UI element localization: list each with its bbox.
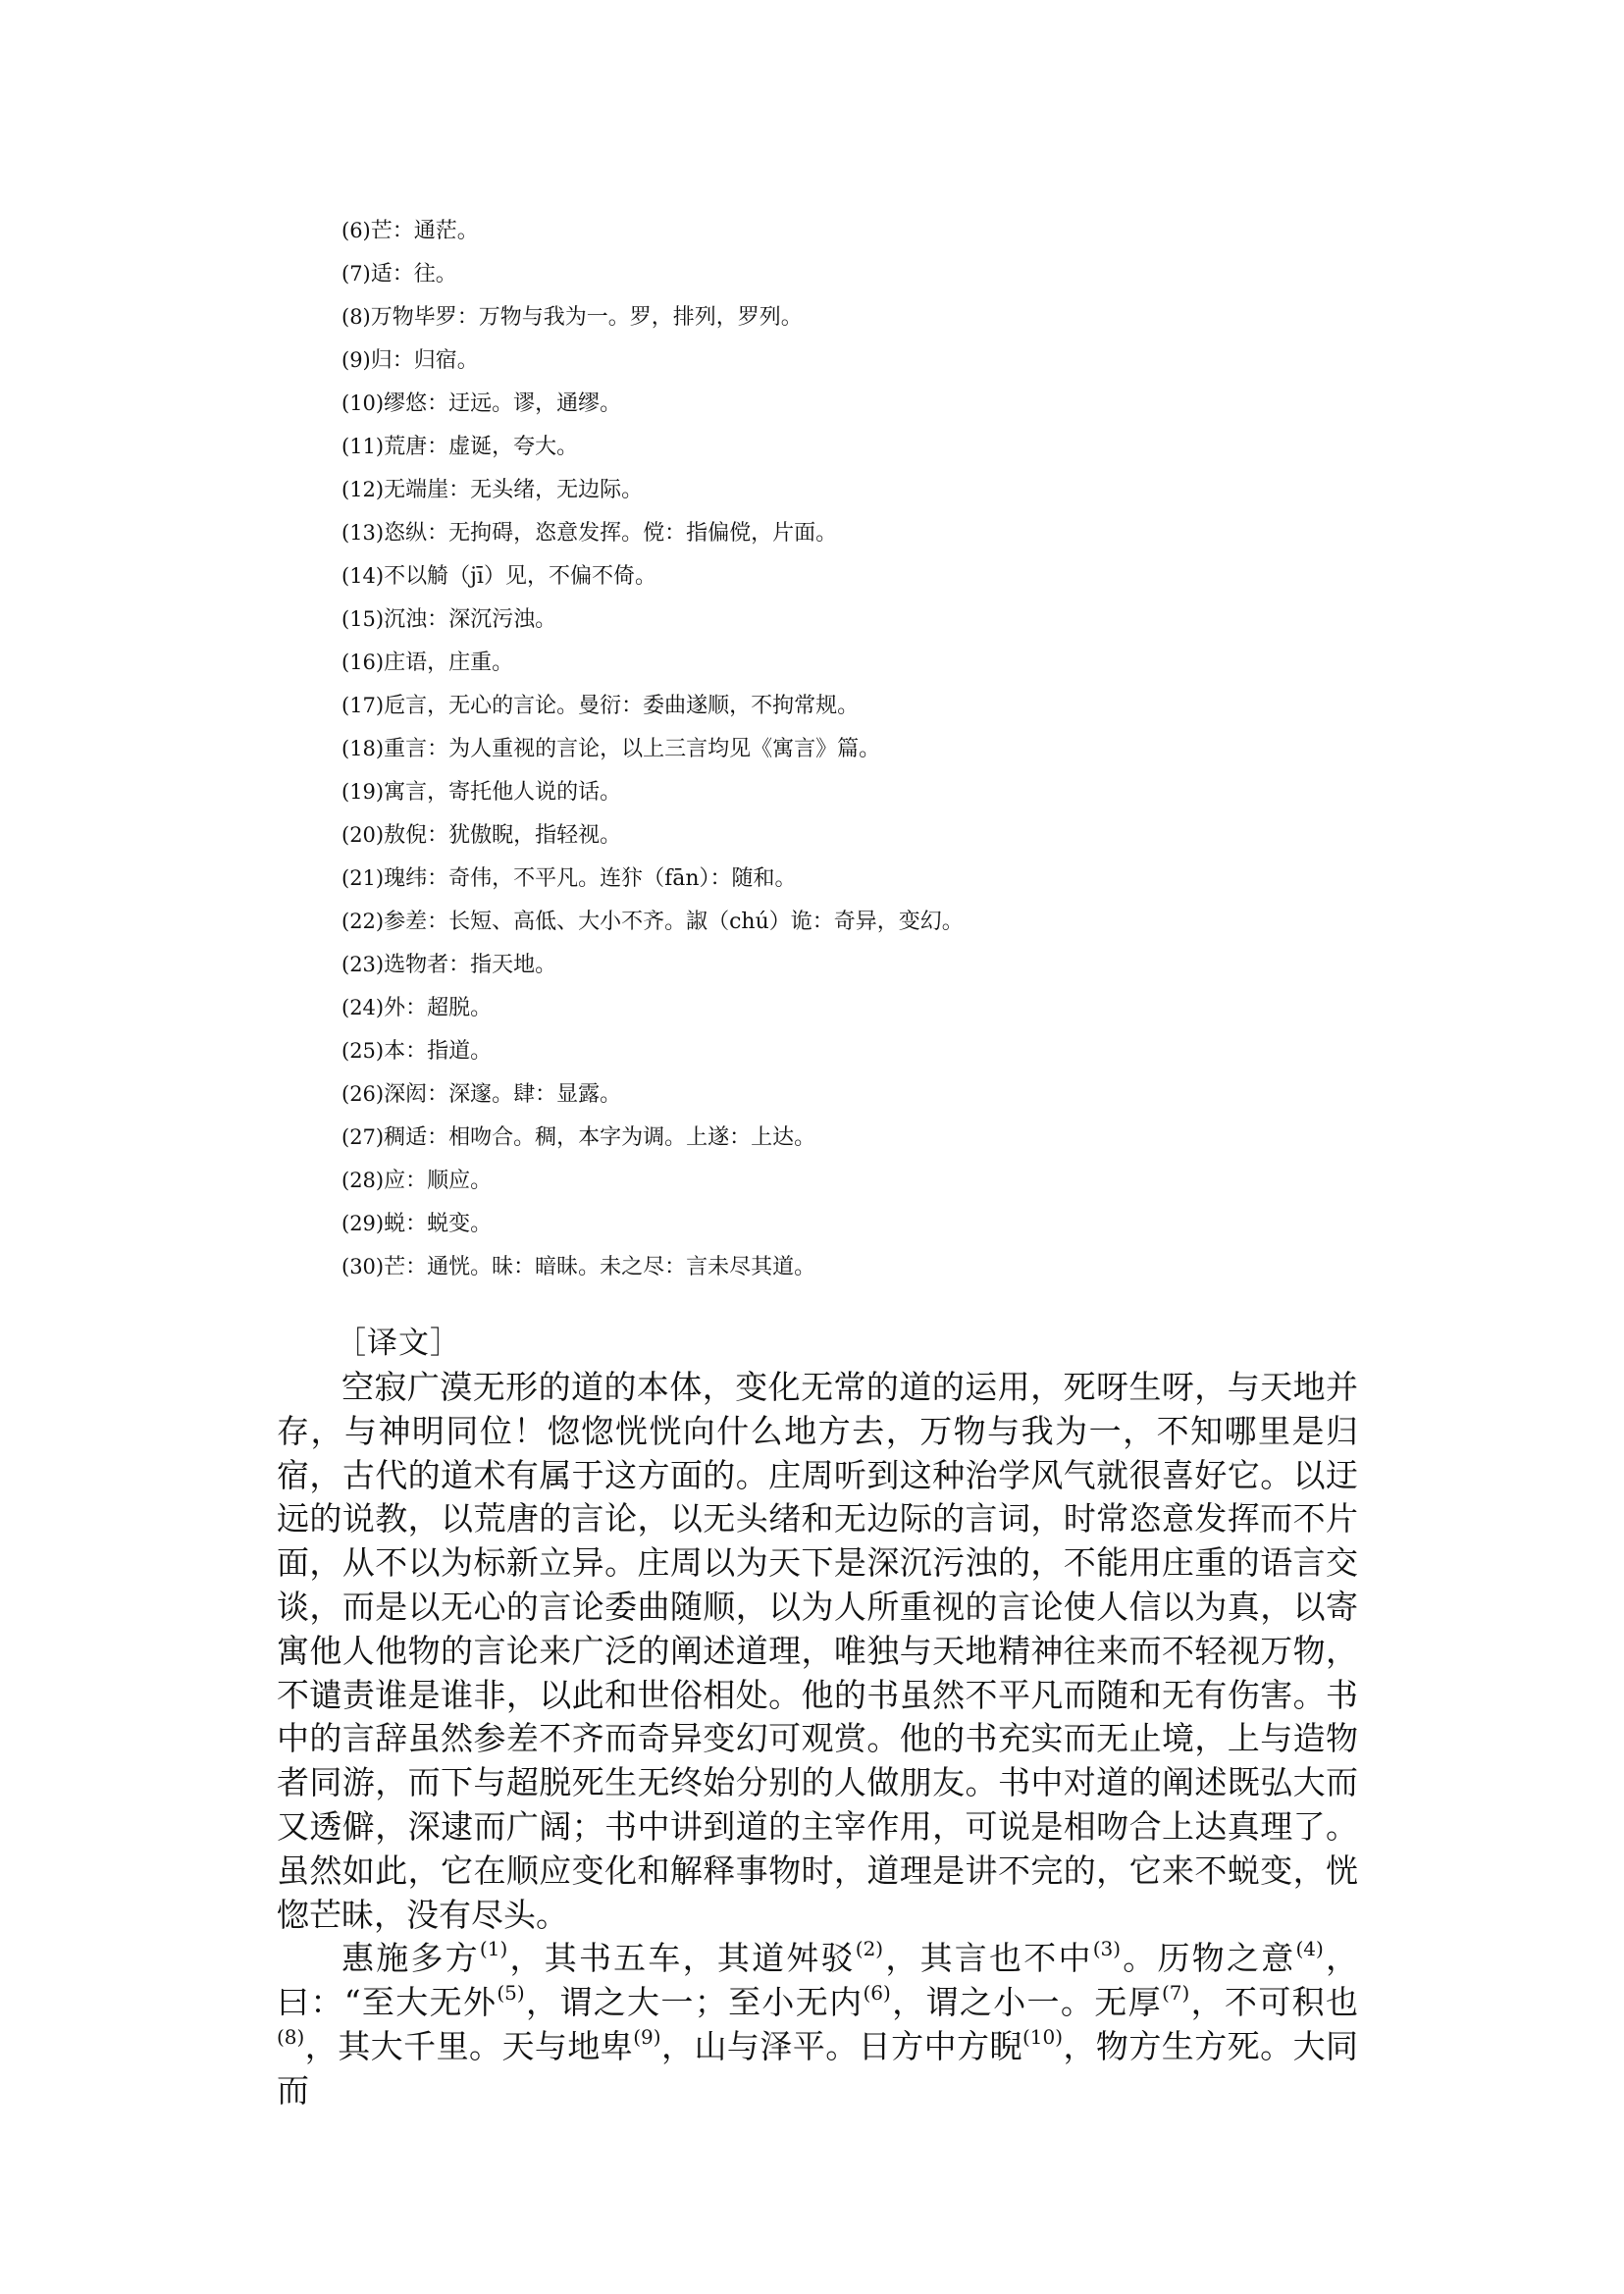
annotation-number: (20) [341, 823, 385, 847]
footnote-ref: (3) [1092, 1937, 1122, 1961]
annotation-item [341, 1159, 1421, 1202]
annotation-item [341, 727, 1421, 770]
annotation-item [341, 1116, 1421, 1159]
annotation-text: 应：顺应。 [384, 1169, 493, 1193]
annotation-text: 芒：通恍。昧：暗昧。未之尽：言未尽其道。 [384, 1255, 816, 1279]
annotation-number: (17) [341, 694, 385, 717]
annotation-text: 庄语，庄重。 [384, 651, 514, 675]
annotation-text: 适：往。 [370, 262, 457, 287]
annotation-item [341, 986, 1421, 1029]
text-segment: ，曰：“至大无外 [277, 1939, 1359, 2022]
annotation-text: 寓言，寄托他人说的话。 [384, 780, 622, 805]
annotation-number: (30) [341, 1255, 385, 1278]
annotation-number: (14) [341, 564, 385, 588]
footnote-ref: (6) [863, 1981, 891, 2006]
annotation-item [341, 857, 1421, 900]
annotation-text: 不以觭（jī）见，不偏不倚。 [384, 564, 656, 589]
annotation-number: (12) [341, 478, 385, 501]
text-segment: ，山与泽平。日方中方睨 [660, 2026, 1022, 2065]
annotation-text: 深闳：深邃。肆：显露。 [384, 1082, 622, 1107]
annotation-text: 芒：通茫。 [370, 219, 479, 243]
text-segment: ，其书五车，其道舛驳 [507, 1939, 856, 1978]
annotation-number: (22) [341, 910, 385, 933]
annotation-item [341, 1202, 1421, 1245]
annotation-text: 重言：为人重视的言论，以上三言均见《寓言》篇。 [384, 737, 881, 761]
annotation-number: (29) [341, 1212, 385, 1235]
annotation-item [341, 425, 1421, 468]
translation-heading: ［译文］ [336, 1326, 461, 1361]
annotation-item [341, 900, 1421, 943]
annotation-item [341, 598, 1421, 641]
annotation-text: 稠适：相吻合。稠，本字为调。上遂：上达。 [384, 1125, 816, 1150]
annotation-item [341, 252, 1421, 295]
main-text [277, 1366, 1358, 2113]
annotation-number: (6) [341, 219, 371, 242]
annotation-text: 蜕：蜕变。 [384, 1212, 493, 1236]
footnote-ref: (8) [277, 2024, 305, 2049]
annotation-number: (10) [341, 391, 385, 415]
annotation-item [341, 1245, 1421, 1288]
annotation-number: (26) [341, 1082, 385, 1106]
annotation-number: (18) [341, 737, 385, 760]
footnote-ref: (9) [633, 2024, 661, 2049]
annotation-number: (27) [341, 1125, 385, 1149]
annotation-text: 瑰纬：奇伟，不平凡。连犿（fān）：随和。 [384, 866, 797, 891]
annotation-number: (9) [341, 348, 371, 372]
footnote-ref: (5) [497, 1981, 525, 2006]
annotation-item [341, 641, 1421, 684]
text-segment: ，谓之大一；至小无内 [524, 1983, 864, 2022]
annotation-text: 万物毕罗：万物与我为一。罗，排列，罗列。 [370, 305, 803, 330]
text-segment: ，谓之小一。无厚 [890, 1983, 1162, 2022]
annotation-item [341, 339, 1421, 382]
text-segment: ，其言也不中 [883, 1939, 1093, 1978]
text-segment: ，物方生方死。大同而 [277, 2026, 1359, 2110]
text-segment: 。历物之意 [1121, 1939, 1296, 1978]
annotation-item [341, 684, 1421, 727]
text-segment: ，不可积也 [1189, 1983, 1359, 2022]
annotation-list [341, 209, 1421, 1288]
annotation-text: 卮言，无心的言论。曼衍：委曲遂顺，不拘常规。 [384, 694, 860, 718]
annotation-number: (21) [341, 866, 385, 890]
annotation-text: 敖倪：犹傲睨，指轻视。 [384, 823, 622, 848]
annotation-item [341, 1029, 1421, 1072]
annotation-item [341, 1072, 1421, 1116]
annotation-item [341, 554, 1421, 598]
footnote-ref: (10) [1022, 2024, 1063, 2049]
annotation-text: 参差：长短、高低、大小不齐。諔（chú）诡：奇异，变幻。 [384, 910, 964, 934]
annotation-text: 选物者：指天地。 [384, 953, 557, 977]
footnote-ref: (1) [479, 1937, 508, 1961]
annotation-item [341, 468, 1421, 511]
annotation-item [341, 770, 1421, 813]
annotation-number: (28) [341, 1169, 385, 1192]
annotation-item [341, 511, 1421, 554]
annotation-text: 本：指道。 [384, 1039, 493, 1064]
annotation-number: (25) [341, 1039, 385, 1063]
footnote-ref: (2) [855, 1937, 884, 1961]
annotation-text: 无端崖：无头绪，无边际。 [384, 478, 644, 502]
annotation-number: (7) [341, 262, 371, 286]
annotation-text: 沉浊：深沉污浊。 [384, 607, 557, 632]
annotation-text: 缪悠：迂远。谬，通缪。 [384, 391, 622, 416]
annotation-text: 荒唐：虚诞，夸大。 [384, 435, 579, 459]
annotation-item [341, 209, 1421, 252]
text-segment: ，其大千里。天与地卑 [304, 2026, 634, 2065]
annotation-text: 归：归宿。 [370, 348, 479, 373]
translation-paragraph: 空寂广漠无形的道的本体，变化无常的道的运用，死呀生呀，与天地并存，与神明同位！惚惚恍恍向什么地方去，万物与我为一，不知哪里是归宿，古代的道术有属于这方面的。庄周听到这种治学风气就很喜好它。以迂远的说教，以荒唐的言论，以无头绪和无边际的言词，时常恣意发挥而不片面，从不以为标新立异。庄周以为天下是深沉污浊的，不能用庄重的语言交谈，而是以无心的言论委曲随顺，以为人所重视的言论使人信以为真，以寄寓他人他物的言论来广泛的阐述道理，唯独与天地精神往来而不轻视万物，不谴责谁是谁非，以此和世俗相处。他的书虽然不平凡而随和无有伤害。书中的言辞虽然参差不齐而奇异变幻可观赏。他的书充实而无止境，上与造物者同游，而下与超脱死生无终始分别的人做朋友。书中对道的阐述既弘大而又透僻，深逮而广阔；书中讲到道的主宰作用，可说是相吻合上达真理了。虽然如此，它在顺应变化和解释事物时，道理是讲不完的，它来不蜕变，恍惚芒昧，没有尽头。 [277, 1368, 1358, 1934]
annotation-number: (8) [341, 305, 371, 329]
footnote-ref: (4) [1295, 1937, 1324, 1961]
original-text-paragraph [277, 1937, 1358, 2112]
annotation-number: (16) [341, 651, 385, 674]
annotation-item [341, 943, 1421, 986]
annotation-number: (15) [341, 607, 385, 631]
annotation-item [341, 813, 1421, 857]
annotation-number: (11) [341, 435, 385, 458]
annotation-item [341, 382, 1421, 425]
annotation-item [341, 295, 1421, 339]
annotation-number: (19) [341, 780, 385, 804]
text-segment: 惠施多方 [341, 1939, 480, 1978]
footnote-ref: (7) [1161, 1981, 1190, 2006]
annotation-text: 恣纵：无拘碍，恣意发挥。傥：指偏傥，片面。 [384, 521, 838, 546]
annotation-number: (23) [341, 953, 385, 976]
annotation-number: (13) [341, 521, 385, 545]
annotation-number: (24) [341, 996, 385, 1019]
annotation-text: 外：超脱。 [384, 996, 493, 1020]
